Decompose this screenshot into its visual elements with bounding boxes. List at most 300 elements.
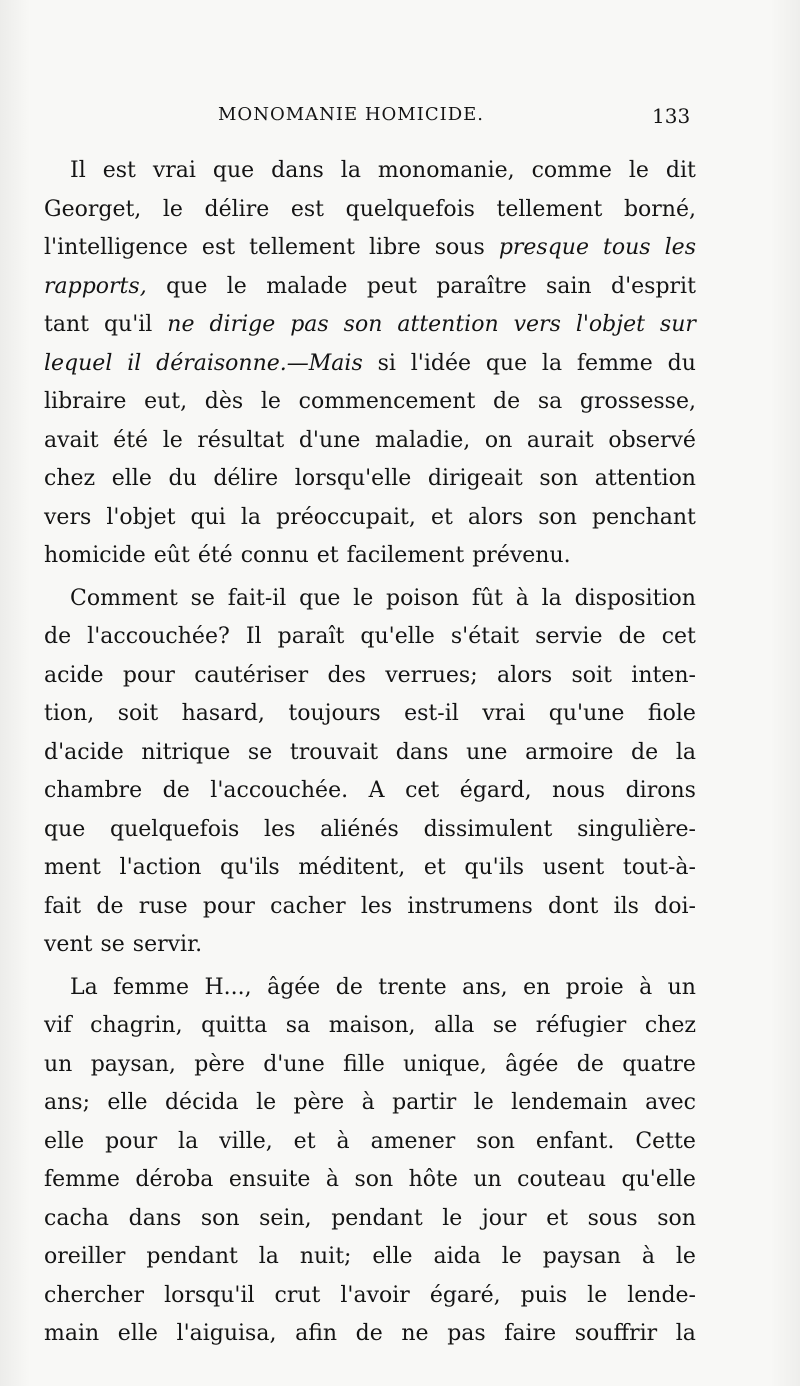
word: vers <box>513 312 561 337</box>
running-head <box>0 104 800 134</box>
word: égard, <box>459 778 532 803</box>
word: ne <box>401 1321 429 1346</box>
word: son <box>354 1167 394 1192</box>
word: toujours <box>288 701 381 726</box>
word: que <box>44 816 86 842</box>
word: une <box>466 739 508 765</box>
word: elle <box>111 466 152 491</box>
word: paraît <box>277 624 345 649</box>
text-line <box>44 268 696 307</box>
word: dirons <box>625 778 696 803</box>
word: crut <box>274 1282 321 1308</box>
word: elle <box>117 1321 158 1346</box>
word: paysan, <box>90 1051 176 1077</box>
paragraph <box>44 580 696 965</box>
word: avec <box>645 1090 696 1115</box>
word: du <box>667 350 696 376</box>
word: soit <box>571 662 612 688</box>
word: et <box>423 855 446 880</box>
word: presque <box>498 235 589 260</box>
word: pendant <box>146 1244 238 1269</box>
word: quelquefois <box>345 196 475 222</box>
word: commencement <box>298 389 476 414</box>
word: fiole <box>647 701 696 726</box>
word: maladie, <box>374 427 471 453</box>
word: de <box>44 624 72 649</box>
word: disposition <box>574 585 696 611</box>
word: un <box>667 974 696 1000</box>
text-line <box>44 1277 696 1316</box>
word: s'était <box>450 624 520 649</box>
word: chez <box>44 466 96 491</box>
word: les <box>664 235 696 260</box>
word: se <box>100 932 125 957</box>
word: grossesse, <box>579 389 696 414</box>
word: l'avoir <box>340 1282 410 1308</box>
text-line <box>44 888 696 927</box>
word: la <box>541 350 563 376</box>
word: résultat <box>197 427 285 453</box>
word: souffrir <box>574 1321 658 1346</box>
word: pour <box>202 893 255 919</box>
word: le <box>442 1205 463 1231</box>
word: son <box>539 466 579 491</box>
word: pendant <box>331 1205 423 1231</box>
word: cacha <box>44 1205 110 1231</box>
word: armoire <box>525 739 614 765</box>
word: pour <box>105 1128 158 1154</box>
word: poison <box>385 585 460 611</box>
text-line <box>44 345 696 384</box>
word: délire <box>204 196 270 222</box>
word: âgée <box>505 1051 559 1077</box>
word: dit <box>665 158 696 183</box>
word: fût <box>471 585 503 611</box>
word: oreiller <box>44 1244 126 1269</box>
word: nuit; <box>299 1244 352 1269</box>
word: de <box>355 1321 383 1346</box>
word: que <box>166 273 208 299</box>
word: usent <box>542 855 605 880</box>
word: son <box>200 1205 240 1231</box>
word: l'idée <box>410 350 471 376</box>
word: qu'elle <box>621 1167 696 1192</box>
word: fille <box>343 1051 385 1077</box>
word: A <box>368 778 385 803</box>
text-line <box>44 1007 696 1046</box>
word: déroba <box>135 1167 214 1192</box>
word: ans, <box>462 974 508 1000</box>
word: vers <box>44 504 92 530</box>
text-line <box>44 1123 696 1162</box>
word: le <box>501 1244 522 1269</box>
word: facilement <box>346 543 465 568</box>
word: que <box>299 585 341 611</box>
word: déraisonne.—Mais <box>156 350 363 376</box>
text-line <box>44 152 696 191</box>
word: aida <box>433 1244 481 1269</box>
word: que <box>485 350 528 376</box>
text-line <box>44 499 696 538</box>
word: à <box>639 974 653 1000</box>
word: attention <box>397 312 499 337</box>
word: son <box>657 1205 696 1231</box>
word: préoccupait, <box>276 504 416 530</box>
word: doi- <box>654 893 696 919</box>
word: d'acide <box>44 739 124 765</box>
word: ensuite <box>228 1167 311 1192</box>
word: lendemain <box>511 1090 628 1115</box>
running-head-title: MONOMANIE HOMICIDE. <box>218 104 485 125</box>
word: que <box>212 158 255 183</box>
word: son <box>538 504 577 530</box>
text-line <box>44 580 696 619</box>
word: été <box>113 427 149 453</box>
word: est <box>102 158 136 183</box>
word: soit <box>117 701 159 726</box>
word: tion, <box>44 701 95 726</box>
word: à <box>336 1128 350 1154</box>
paragraph <box>44 969 696 1354</box>
text-line <box>44 537 696 576</box>
text-line <box>44 1046 696 1085</box>
word: le <box>162 427 183 453</box>
word: qu'une <box>548 701 625 726</box>
word: sa <box>285 1013 311 1038</box>
word: d'esprit <box>611 273 696 299</box>
word: eut, <box>144 389 188 414</box>
word: paraître <box>436 273 527 299</box>
word: pas <box>290 312 329 337</box>
word: cet <box>405 778 440 803</box>
word: âgée <box>267 974 321 1000</box>
word: proie <box>565 974 624 1000</box>
word: le <box>587 1282 608 1308</box>
word: puis <box>520 1282 568 1308</box>
word: dans <box>128 1205 182 1231</box>
word: tellement <box>249 235 355 260</box>
word: cet <box>661 624 696 649</box>
word: l'action <box>119 855 202 880</box>
word: avait <box>44 427 99 453</box>
word: la <box>258 1244 279 1269</box>
word: décida <box>164 1090 239 1115</box>
word: chercher <box>44 1282 145 1308</box>
word: partir <box>392 1090 457 1115</box>
word: qu'ils <box>464 855 525 880</box>
word: alors <box>496 662 553 688</box>
word: à <box>515 585 529 611</box>
text-line <box>44 306 696 345</box>
word: chez <box>644 1013 696 1038</box>
word: quatre <box>622 1051 696 1077</box>
word: jour <box>481 1205 527 1231</box>
word: et <box>430 504 453 530</box>
word: tous <box>603 235 651 260</box>
word: la <box>240 504 262 530</box>
word: de <box>576 1051 604 1077</box>
word: sain <box>545 273 592 299</box>
word: nitrique <box>141 739 231 765</box>
word: pour <box>122 662 175 688</box>
word: verrues; <box>385 662 478 688</box>
word: singulière- <box>577 816 696 842</box>
word: à <box>325 1167 340 1192</box>
word: qu'ils <box>220 855 280 880</box>
word: est-il <box>404 701 459 726</box>
word: servir. <box>132 932 203 957</box>
text-line <box>44 969 696 1008</box>
word: de <box>493 389 521 414</box>
word: aliénés <box>320 816 399 842</box>
word: le <box>260 389 281 414</box>
word: lequel <box>44 350 113 376</box>
word: ne <box>167 312 195 337</box>
word: lorsqu'elle <box>294 466 412 491</box>
page-number: 133 <box>652 104 691 128</box>
word: dirigeait <box>427 466 523 491</box>
word: libraire <box>44 389 127 414</box>
word: homicide <box>44 543 146 568</box>
word: servie <box>535 624 603 649</box>
word: Il <box>70 158 86 183</box>
text-line <box>44 657 696 696</box>
word: si <box>377 350 396 376</box>
word: père <box>293 1090 345 1115</box>
word: La <box>70 974 98 1000</box>
word: femme <box>113 974 190 1000</box>
word: vrai <box>152 158 196 183</box>
word: Georget, <box>44 196 142 222</box>
word: cautériser <box>194 662 309 688</box>
word: H..., <box>204 974 252 1000</box>
text-line <box>44 618 696 657</box>
word: du <box>168 466 197 491</box>
word: l'aiguisa, <box>176 1321 277 1346</box>
word: de <box>162 778 190 803</box>
word: attention <box>594 466 696 491</box>
word: dans <box>271 158 324 183</box>
word: comme <box>531 158 612 183</box>
text-line <box>44 191 696 230</box>
word: hasard, <box>181 701 265 726</box>
word: quelquefois <box>110 816 240 842</box>
word: le <box>675 1244 696 1269</box>
word: ils <box>613 893 639 919</box>
word: alla <box>434 1013 475 1038</box>
word: sous <box>434 235 485 260</box>
word: qu'elle <box>360 624 435 649</box>
word: elle <box>107 1090 148 1115</box>
word: méditent, <box>298 855 406 880</box>
word: nous <box>552 778 606 803</box>
word: unique, <box>403 1051 487 1077</box>
word: dont <box>548 893 599 919</box>
word: dès <box>204 389 244 414</box>
word: des <box>327 662 366 688</box>
word: dans <box>395 739 449 765</box>
word: et <box>546 1205 569 1231</box>
word: le <box>473 1090 494 1115</box>
word: sur <box>659 312 696 337</box>
word: couteau <box>517 1167 607 1192</box>
word: alors <box>467 504 524 530</box>
text-line <box>44 1161 696 1200</box>
word: il <box>127 350 142 376</box>
word: les <box>360 893 393 919</box>
word: est <box>290 196 325 222</box>
word: un <box>44 1051 73 1077</box>
text-line <box>44 811 696 850</box>
word: se <box>247 739 273 765</box>
word: père <box>194 1051 245 1077</box>
text-line <box>44 229 696 268</box>
text-line <box>44 695 696 734</box>
body-text <box>44 152 696 1354</box>
word: à <box>641 1244 655 1269</box>
word: sous <box>587 1205 638 1231</box>
word: enfant. <box>535 1128 615 1154</box>
word: d'une <box>298 427 361 453</box>
word: instrumens <box>407 893 533 919</box>
text-line <box>44 1315 696 1354</box>
word: l'accouchée. <box>210 778 349 803</box>
word: se <box>492 1013 518 1038</box>
word: penchant <box>592 504 696 530</box>
word: rapports, <box>44 273 147 299</box>
word: l'objet <box>106 504 176 530</box>
word: lende- <box>627 1282 696 1308</box>
word: eût <box>153 543 190 568</box>
word: inten- <box>631 662 696 688</box>
word: les <box>264 816 296 842</box>
word: lorsqu'il <box>164 1282 255 1308</box>
word: Cette <box>635 1128 696 1154</box>
word: afin <box>295 1321 338 1346</box>
word: égaré, <box>429 1282 501 1308</box>
text-line <box>44 383 696 422</box>
word: un <box>473 1167 502 1192</box>
word: son <box>343 312 383 337</box>
text-line <box>44 772 696 811</box>
word: réfugier <box>535 1013 627 1038</box>
text-line <box>44 849 696 888</box>
word: est <box>201 235 236 260</box>
text-line <box>44 926 696 965</box>
word: peut <box>366 273 417 299</box>
word: vif <box>44 1013 72 1038</box>
word: le <box>353 585 374 611</box>
word: elle <box>372 1244 413 1269</box>
word: délire <box>213 466 279 491</box>
word: et <box>316 543 339 568</box>
text-line <box>44 422 696 461</box>
word: ville, <box>219 1128 273 1154</box>
word: libre <box>369 235 421 260</box>
word: observé <box>608 427 696 453</box>
word: main <box>44 1321 100 1346</box>
word: la <box>541 585 562 611</box>
word: maison, <box>328 1013 416 1038</box>
word: pas <box>447 1321 486 1346</box>
text-line <box>44 1200 696 1239</box>
word: vrai <box>482 701 526 726</box>
word: de <box>335 974 363 1000</box>
word: de <box>631 739 659 765</box>
word: de <box>618 624 646 649</box>
text-line <box>44 734 696 773</box>
word: chambre <box>44 778 143 803</box>
word: à <box>361 1090 375 1115</box>
word: d'une <box>263 1051 325 1077</box>
word: amener <box>370 1128 456 1154</box>
word: elle <box>44 1128 85 1154</box>
word: l'objet <box>575 312 645 337</box>
word: qu'il <box>103 312 153 337</box>
word: borné, <box>623 196 696 222</box>
text-line <box>44 1238 696 1277</box>
word: chagrin, <box>90 1013 183 1038</box>
word: été <box>197 543 233 568</box>
word: malade <box>266 273 348 299</box>
word: le <box>162 196 183 222</box>
word: acide <box>44 662 104 688</box>
word: hôte <box>408 1167 458 1192</box>
paragraph <box>44 152 696 576</box>
word: sein, <box>259 1205 312 1231</box>
word: ruse <box>138 893 188 919</box>
word: connu <box>240 543 309 568</box>
word: ment <box>44 855 101 880</box>
word: la <box>675 1321 696 1346</box>
word: et <box>293 1128 316 1154</box>
word: cacher <box>270 893 346 919</box>
word: on <box>484 427 513 453</box>
word: dissimulent <box>423 816 553 842</box>
word: la <box>178 1128 199 1154</box>
word: faire <box>504 1321 557 1346</box>
word: femme <box>44 1167 120 1192</box>
word: sa <box>537 389 563 414</box>
word: monomanie, <box>377 158 515 183</box>
word: vent <box>44 932 93 957</box>
word: femme <box>576 350 653 376</box>
word: la <box>340 158 361 183</box>
word: ans; <box>44 1090 90 1115</box>
word: trente <box>378 974 447 1000</box>
word: le <box>226 273 247 299</box>
word: tellement <box>496 196 603 222</box>
word: prévenu. <box>472 543 571 568</box>
word: se <box>190 585 215 611</box>
word: tout-à- <box>622 855 696 880</box>
word: Comment <box>70 585 178 611</box>
word: aurait <box>526 427 594 453</box>
word: fait <box>44 893 82 919</box>
word: fait-il <box>227 585 287 611</box>
text-line <box>44 460 696 499</box>
word: qui <box>190 504 226 530</box>
word: dirige <box>209 312 276 337</box>
word: trouvait <box>289 739 379 765</box>
word: tant <box>44 312 89 337</box>
word: l'accouchée? <box>87 624 230 649</box>
word: le <box>628 158 649 183</box>
word: le <box>256 1090 277 1115</box>
word: la <box>675 739 696 765</box>
word: en <box>523 974 551 1000</box>
word: de <box>96 893 124 919</box>
